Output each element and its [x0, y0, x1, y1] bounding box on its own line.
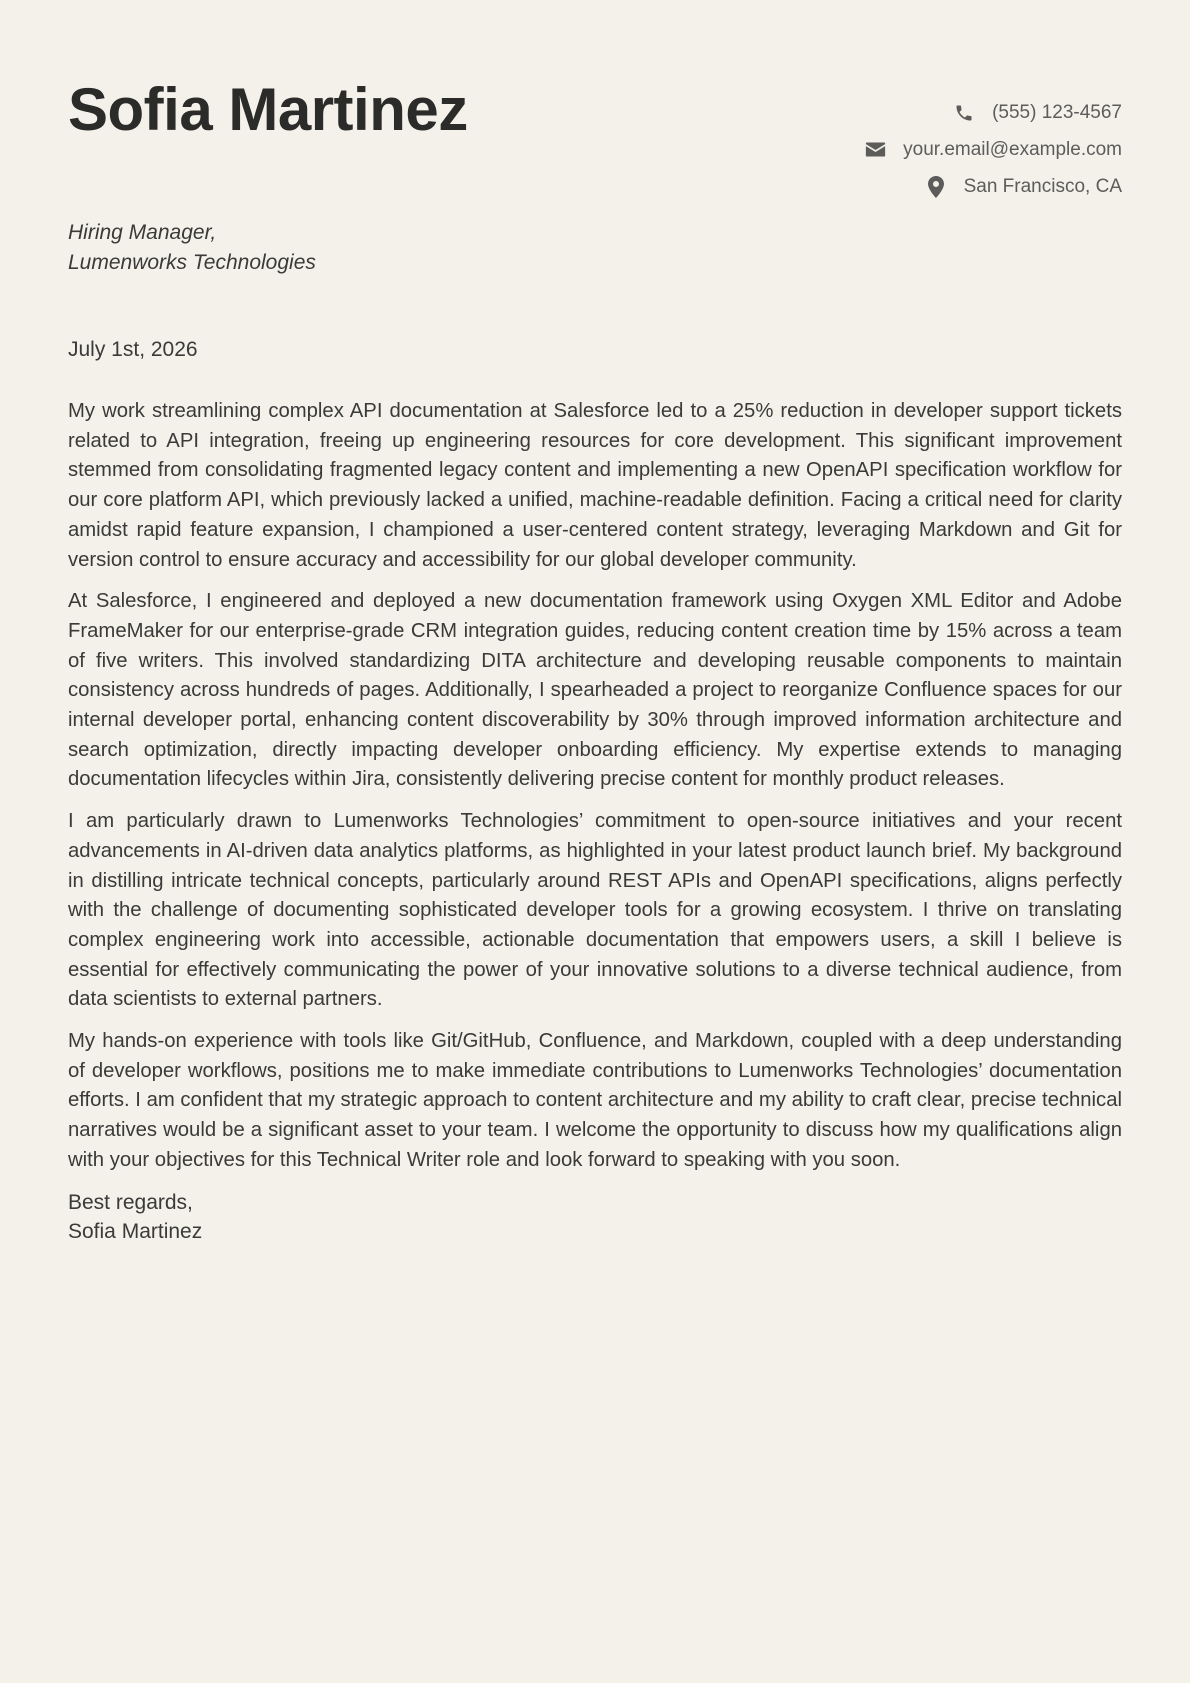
applicant-name: Sofia Martinez [68, 76, 468, 143]
cover-letter-page [68, 0, 1122, 1244]
phone-text[interactable]: (555) 123-4567 [992, 101, 1122, 123]
letter-body [68, 397, 1122, 1247]
body-paragraph: My hands-on experience with tools like Git/GitHub, Confluence, and Markdown, coupled with a deep understanding of developer workflows, positions me to make immediate contributions to Lumenworks Technologies’ documentation efforts. I am confident that my strategic approach to content architecture and my ability to craft clear, precise technical narratives would be a significant asset to your team. I welcome the opportunity to discuss how my qualifications align with your objectives for this Technical Writer role and look forward to speaking with you soon. [68, 1030, 1122, 1171]
contact-phone [863, 94, 1122, 131]
email-text[interactable]: your.email@example.com [903, 138, 1122, 160]
envelope-icon [863, 139, 887, 161]
contact-info [863, 94, 1122, 205]
body-paragraph: I am particularly drawn to Lumenworks Technologies’ commitment to open-source initiatives and your recent advancements in AI-driven data analytics platforms, as highlighted in your latest product launch brief. My background in distilling intricate technical concepts, particularly around REST APIs and OpenAPI specifications, aligns perfectly with the challenge of documenting sophisticated developer tools for a growing ecosystem. I thrive on translating complex engineering work into accessible, actionable documentation that empowers users, a skill I believe is essential for effectively communicating the power of your innovative solutions to a diverse technical audience, from data scientists to external partners. [68, 810, 1122, 1011]
phone-icon [952, 102, 976, 124]
recipient-block [68, 218, 316, 278]
letter-closing [68, 1188, 1122, 1247]
location-text: San Francisco, CA [963, 175, 1122, 197]
contact-location [863, 168, 1122, 205]
body-paragraph: My work streamlining complex API documentation at Salesforce led to a 25% reduction in developer support tickets related to API integration, freeing up engineering resources for core development. This significant improvement stemmed from consolidating fragmented legacy content and implementing a new OpenAPI specification workflow for our core platform API, which previously lacked a unified, machine-readable definition. Facing a critical need for clarity amidst rapid feature expansion, I championed a user-centered content strategy, leveraging Markdown and Git for version control to ensure accuracy and accessibility for our global developer community. [68, 400, 1122, 571]
recipient-title: Hiring Manager, [68, 221, 217, 244]
body-paragraph: At Salesforce, I engineered and deployed a new documentation framework using Oxygen XML Editor and Adobe FrameMaker for our enterprise-grade CRM integration guides, reducing content creation time by 15% across a team of five writers. This involved standardizing DITA architecture and developing reusable components to maintain consistency across hundreds of pages. Additionally, I spearheaded a project to reorganize Confluence spaces for our internal developer portal, enhancing content discoverability by 30% through improved information architecture and search optimization, directly impacting developer onboarding efficiency. My expertise extends to managing documentation lifecycles within Jira, consistently delivering precise content for monthly product releases. [68, 590, 1122, 791]
map-pin-icon [924, 176, 948, 198]
closing-salutation: Best regards, [68, 1190, 193, 1214]
letter-header [68, 0, 1122, 200]
contact-email [863, 131, 1122, 168]
letter-date: July 1st, 2026 [68, 338, 198, 361]
recipient-company: Lumenworks Technologies [68, 251, 316, 274]
signature-name: Sofia Martinez [68, 1220, 203, 1244]
